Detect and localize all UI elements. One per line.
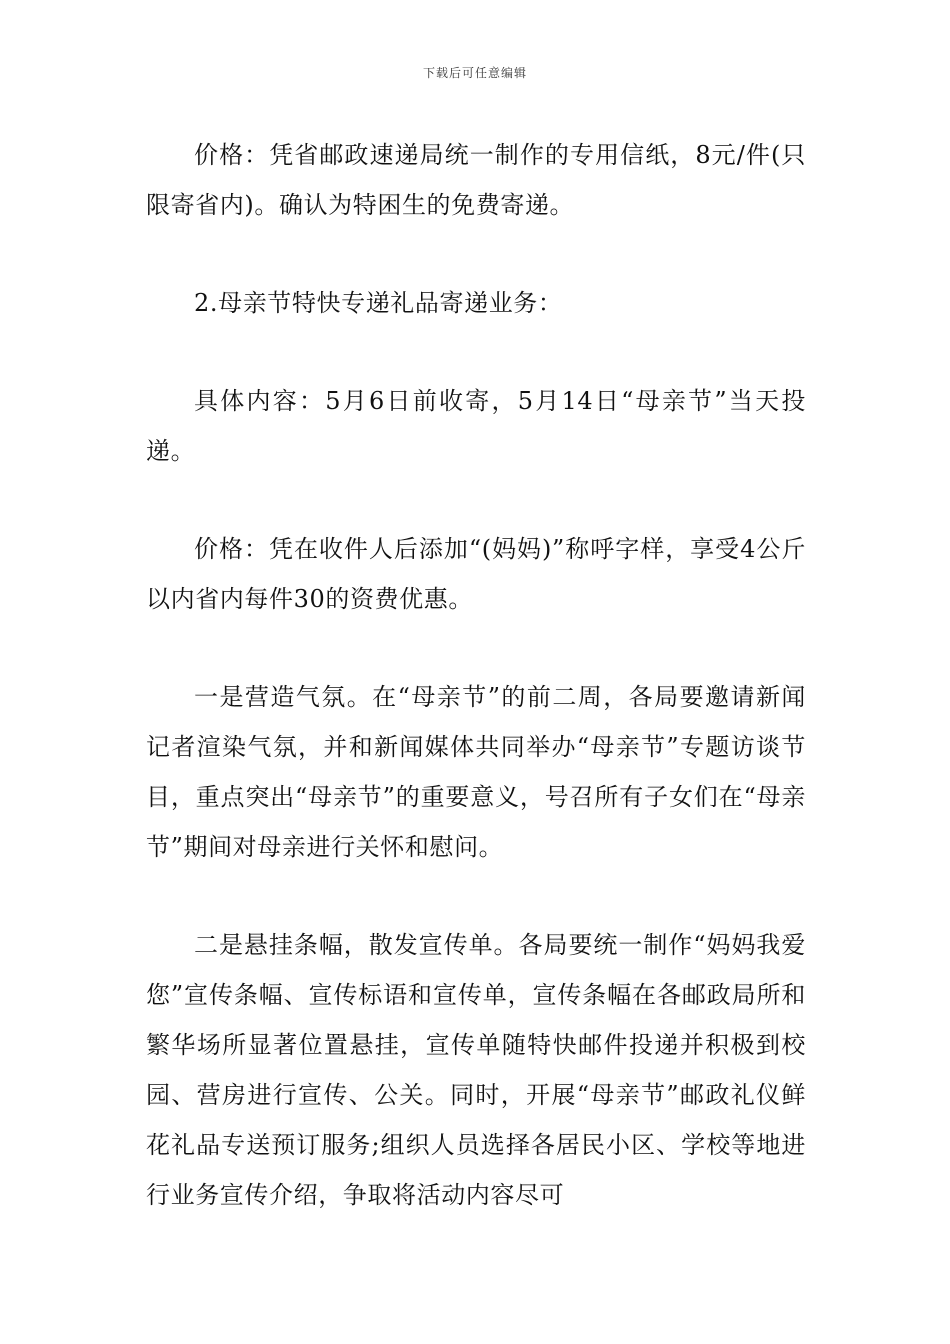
paragraph-gap — [146, 230, 806, 278]
document-body — [146, 130, 806, 1220]
paragraph-mothers-day-service-heading: 2.母亲节特快专递礼品寄递业务： — [194, 289, 563, 317]
paragraph-gap — [146, 328, 806, 376]
paragraph-service-price: 价格：凭在收件人后添加“(妈妈)”称呼字样，享受4公斤以内省内每件30的资费优惠。 — [146, 535, 806, 613]
paragraph-create-atmosphere: 一是营造气氛。在“母亲节”的前二周，各局要邀请新闻记者渲染气氛，并和新闻媒体共同举办“母亲节”专题访谈节目，重点突出“母亲节”的重要意义，号召所有子女们在“母亲节”期间对母亲进行关怀和慰问。 — [146, 683, 806, 861]
paragraph-gap — [146, 872, 806, 920]
page-header: 下载后可任意编辑 — [422, 66, 527, 80]
paragraph-banners-and-flyers: 二是悬挂条幅，散发宣传单。各局要统一制作“妈妈我爱您”宣传条幅、宣传标语和宣传单，宣传条幅在各邮政局所和繁华场所显著位置悬挂，宣传单随特快邮件投递并积极到校园、营房进行宣传、公关。同时，开展“母亲节”邮政礼仪鲜花礼品专送预订服务;组织人员选择各居民小区、学校等地进行业务宣传介绍，争取将活动内容尽可 — [146, 931, 806, 1209]
paragraph-service-details: 具体内容：5月6日前收寄，5月14日“母亲节”当天投递。 — [146, 387, 806, 465]
paragraph-price-letter: 价格：凭省邮政速递局统一制作的专用信纸，8元/件(只限寄省内)。确认为特困生的免费寄递。 — [146, 141, 806, 219]
paragraph-gap — [146, 476, 806, 524]
paragraph-gap — [146, 624, 806, 672]
